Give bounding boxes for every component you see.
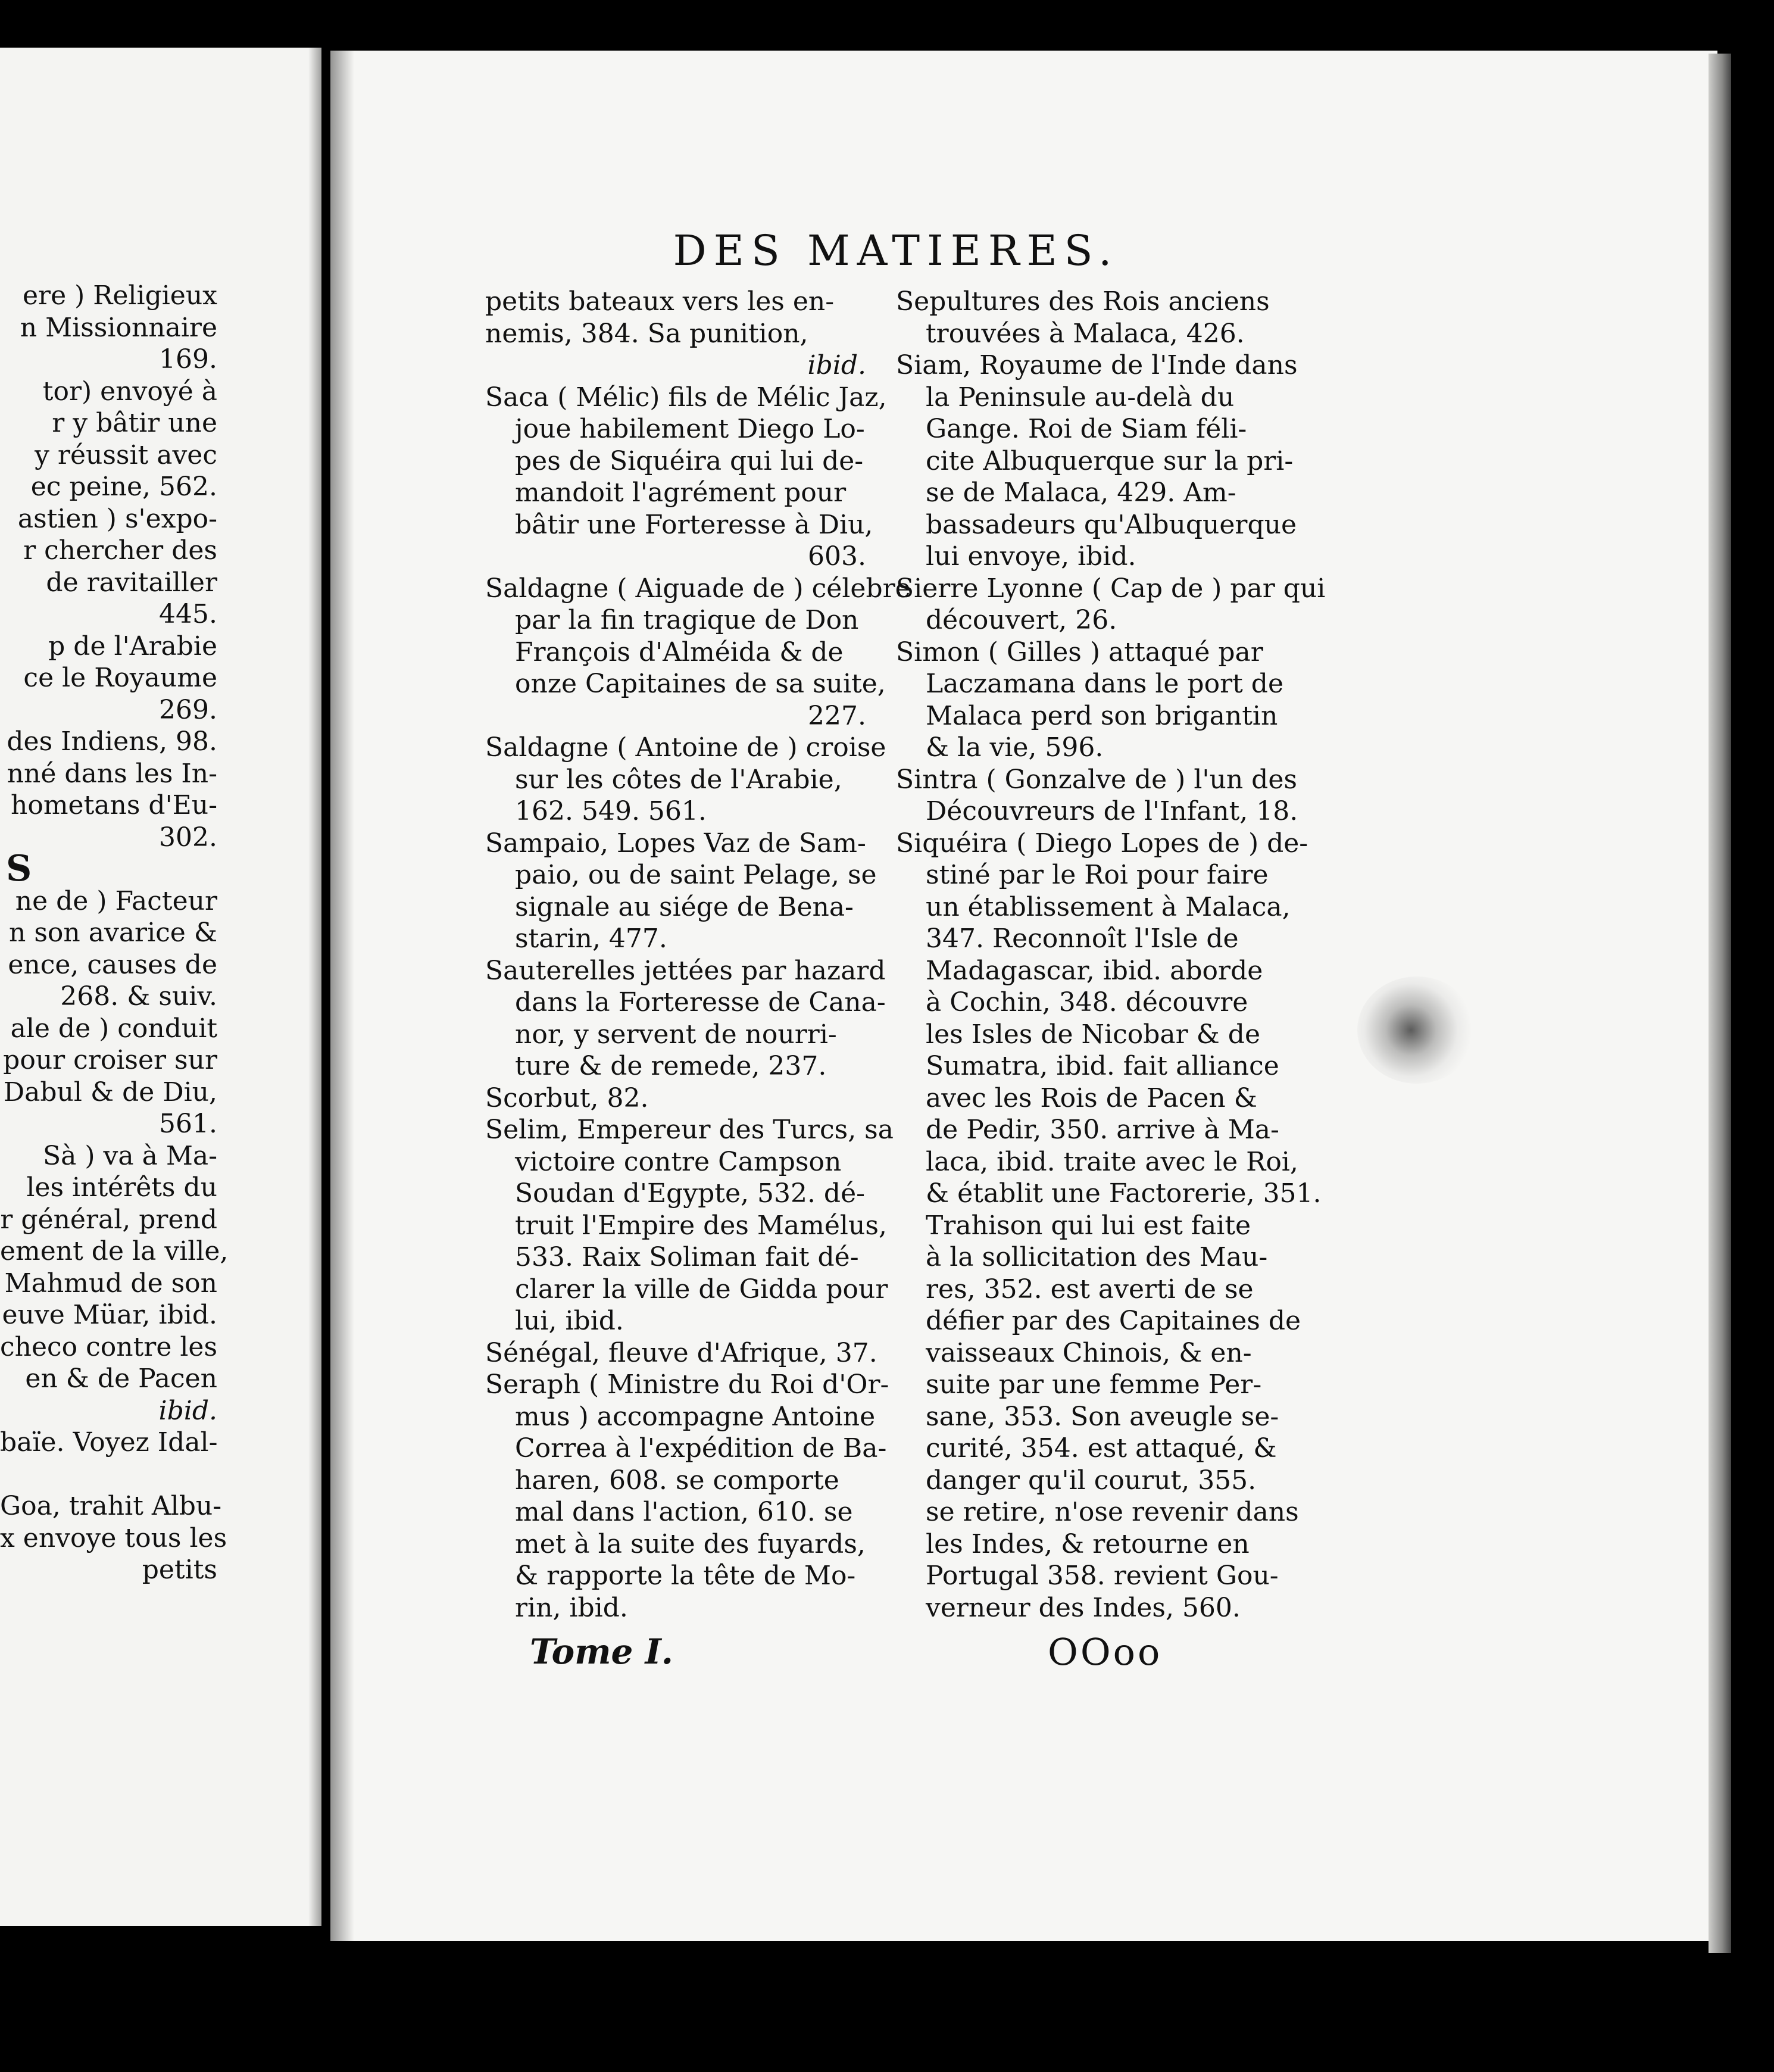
index-line: Saldagne ( Aiguade de ) célebre: [485, 573, 911, 604]
index-line: mal dans l'action, 610. se: [515, 1497, 853, 1527]
index-line: sane, 353. Son aveugle se-: [926, 1401, 1279, 1432]
index-line: Gange. Roi de Siam féli-: [926, 414, 1247, 444]
left-line: hometans d'Eu-: [11, 790, 217, 820]
page-edge: [1709, 54, 1731, 1953]
left-line: n Missionnaire: [20, 312, 217, 343]
index-line: 227.: [808, 700, 866, 731]
index-line: Malaca perd son brigantin: [926, 700, 1278, 731]
signature-mark: OOoo: [1048, 1630, 1163, 1674]
index-line: verneur des Indes, 560.: [926, 1592, 1241, 1623]
index-line: un établissement à Malaca,: [926, 891, 1291, 922]
index-line: à Cochin, 348. découvre: [926, 987, 1248, 1018]
index-line: rin, ibid.: [515, 1592, 628, 1623]
index-line: François d'Alméida & de: [515, 636, 844, 667]
left-line: 445.: [159, 599, 217, 629]
index-line: Saldagne ( Antoine de ) croise: [485, 732, 886, 763]
index-line: & rapporte la tête de Mo-: [515, 1561, 856, 1591]
left-line: Goa, trahit Albu-: [0, 1491, 222, 1521]
index-line: met à la suite des fuyards,: [515, 1528, 866, 1559]
index-line: les Isles de Nicobar & de: [926, 1019, 1260, 1050]
index-line: vaisseaux Chinois, & en-: [926, 1337, 1252, 1368]
left-line: les intérêts du: [26, 1172, 217, 1203]
left-line: r chercher des: [23, 535, 217, 566]
index-line: starin, 477.: [515, 923, 667, 954]
index-line: lui, ibid.: [515, 1306, 624, 1336]
index-line: joue habilement Diego Lo-: [515, 414, 865, 444]
index-line: Laczamana dans le port de: [926, 669, 1283, 699]
left-section-letter: S: [6, 848, 32, 890]
index-line: Sepultures des Rois anciens: [896, 286, 1270, 317]
index-line: mus ) accompagne Antoine: [515, 1401, 876, 1432]
index-line: Sénégal, fleuve d'Afrique, 37.: [485, 1337, 877, 1368]
index-line: la Peninsule au-delà du: [926, 382, 1235, 413]
index-line: haren, 608. se comporte: [515, 1465, 839, 1496]
index-line: suite par une femme Per-: [926, 1369, 1262, 1400]
index-line: & établit une Factorerie, 351.: [926, 1178, 1322, 1209]
index-line: sur les côtes de l'Arabie,: [515, 764, 842, 795]
left-line: ence, causes de: [8, 949, 217, 980]
index-line: défier par des Capitaines de: [926, 1306, 1301, 1336]
left-line: Sà ) va à Ma-: [43, 1140, 217, 1171]
index-line: Découvreurs de l'Infant, 18.: [926, 796, 1298, 826]
index-line: mandoit l'agrément pour: [515, 478, 847, 508]
index-line: trouvées à Malaca, 426.: [926, 318, 1245, 349]
index-line: Seraph ( Ministre du Roi d'Or-: [485, 1369, 889, 1400]
index-line: les Indes, & retourne en: [926, 1528, 1250, 1559]
left-line: 302.: [159, 822, 217, 853]
index-line: Sumatra, ibid. fait alliance: [926, 1051, 1279, 1081]
index-line: victoire contre Campson: [515, 1146, 842, 1177]
index-line: laca, ibid. traite avec le Roi,: [926, 1146, 1298, 1177]
left-line: ale de ) conduit: [10, 1013, 217, 1044]
left-line: tor) envoyé à: [42, 376, 217, 407]
index-line: nor, y servent de nourri-: [515, 1019, 837, 1050]
index-column-left: [485, 286, 911, 1624]
index-line: Selim, Empereur des Turcs, sa: [485, 1115, 894, 1145]
index-line: paio, ou de saint Pelage, se: [515, 860, 877, 890]
left-page-text: [0, 280, 229, 1586]
index-line: signale au siége de Bena-: [515, 891, 854, 922]
left-line: [0, 1459, 217, 1491]
left-line: x envoye tous les: [0, 1522, 227, 1553]
index-line: Trahison qui lui est faite: [926, 1210, 1251, 1241]
left-line: euve Müar, ibid.: [2, 1300, 217, 1330]
index-line: ibid.: [807, 350, 866, 380]
index-line: 347. Reconnoît l'Isle de: [926, 923, 1239, 954]
left-line: baïe. Voyez Idal-: [0, 1427, 218, 1458]
left-line: ibid.: [158, 1395, 217, 1426]
index-line: Scorbut, 82.: [485, 1082, 649, 1113]
left-line: 561.: [159, 1109, 217, 1139]
index-line: 162. 549. 561.: [515, 796, 707, 826]
index-line: res, 352. est averti de se: [926, 1274, 1254, 1305]
index-line: de Pedir, 350. arrive à Ma-: [926, 1115, 1279, 1145]
left-line: Dabul & de Diu,: [3, 1076, 217, 1107]
left-line: n son avarice &: [9, 918, 217, 948]
left-line: pour croiser sur: [3, 1045, 217, 1075]
index-line: bassadeurs qu'Albuquerque: [926, 509, 1297, 540]
index-line: découvert, 26.: [926, 605, 1117, 635]
index-line: petits bateaux vers les en-: [485, 286, 835, 317]
left-line: r y bâtir une: [52, 408, 217, 438]
index-line: bâtir une Forteresse à Diu,: [515, 509, 873, 540]
index-line: Siquéira ( Diego Lopes de ) de-: [896, 828, 1308, 859]
index-line: 603.: [808, 541, 866, 572]
index-column-right: [896, 286, 1326, 1624]
left-line: 268. & suiv.: [60, 981, 217, 1012]
index-line: dans la Forteresse de Cana-: [515, 987, 886, 1018]
index-line: cite Albuquerque sur la pri-: [926, 445, 1294, 476]
left-line: p de l'Arabie: [48, 631, 217, 661]
index-line: pes de Siquéira qui lui de-: [515, 445, 864, 476]
left-line: 269.: [159, 694, 217, 725]
index-line: Siam, Royaume de l'Inde dans: [896, 350, 1298, 380]
index-line: clarer la ville de Gidda pour: [515, 1274, 888, 1305]
index-line: avec les Rois de Pacen &: [926, 1082, 1257, 1113]
index-line: Sampaio, Lopes Vaz de Sam-: [485, 828, 866, 859]
index-line: onze Capitaines de sa suite,: [515, 669, 886, 699]
index-line: truit l'Empire des Mamélus,: [515, 1210, 887, 1241]
index-line: Saca ( Mélic) fils de Mélic Jaz,: [485, 382, 887, 413]
index-line: curité, 354. est attaqué, &: [926, 1433, 1277, 1463]
left-line: nné dans les In-: [7, 758, 217, 789]
index-line: Simon ( Gilles ) attaqué par: [896, 636, 1263, 667]
index-line: ture & de remede, 237.: [515, 1051, 827, 1081]
left-gutter-shadow: [308, 48, 321, 1926]
index-line: nemis, 384. Sa punition,: [485, 318, 808, 349]
index-line: stiné par le Roi pour faire: [926, 860, 1269, 890]
ink-stain: [1357, 976, 1476, 1084]
left-line: en & de Pacen: [25, 1363, 217, 1394]
volume-signature: Tome I.: [530, 1631, 673, 1672]
left-line: Mahmud de son: [4, 1268, 217, 1299]
left-line: y réussit avec: [35, 439, 217, 470]
left-page: [0, 48, 321, 1926]
left-line: r général, prend: [0, 1204, 217, 1235]
index-line: & la vie, 596.: [926, 732, 1104, 763]
index-line: se retire, n'ose revenir dans: [926, 1497, 1299, 1527]
index-line: par la fin tragique de Don: [515, 605, 859, 635]
left-line: 169.: [159, 344, 217, 375]
left-line: checo contre les: [0, 1331, 218, 1362]
index-line: 533. Raix Soliman fait dé-: [515, 1242, 859, 1272]
left-line: ne de ) Facteur: [15, 885, 217, 916]
running-title: DES MATIERES.: [673, 226, 1119, 275]
index-line: Sierre Lyonne ( Cap de ) par qui: [896, 573, 1326, 604]
left-line: ere ) Religieux: [23, 280, 217, 311]
left-line: ec peine, 562.: [30, 472, 217, 502]
index-line: Correa à l'expédition de Ba-: [515, 1433, 887, 1463]
index-line: se de Malaca, 429. Am-: [926, 478, 1236, 508]
left-line: de ravitailler: [46, 567, 217, 598]
left-line: astien ) s'expo-: [17, 503, 217, 534]
index-line: Soudan d'Egypte, 532. dé-: [515, 1178, 865, 1209]
left-line: petits: [142, 1555, 217, 1585]
left-line: ement de la ville,: [0, 1236, 229, 1266]
index-line: Sauterelles jettées par hazard: [485, 955, 886, 986]
index-line: Madagascar, ibid. aborde: [926, 955, 1263, 986]
index-line: lui envoye, ibid.: [926, 541, 1136, 572]
index-line: à la sollicitation des Mau-: [926, 1242, 1268, 1272]
right-gutter-shadow: [330, 51, 354, 1941]
index-line: Sintra ( Gonzalve de ) l'un des: [896, 764, 1297, 795]
index-line: danger qu'il courut, 355.: [926, 1465, 1257, 1496]
left-line: des Indiens, 98.: [7, 726, 217, 757]
index-line: Portugal 358. revient Gou-: [926, 1561, 1279, 1591]
left-line: ce le Royaume: [23, 663, 217, 693]
